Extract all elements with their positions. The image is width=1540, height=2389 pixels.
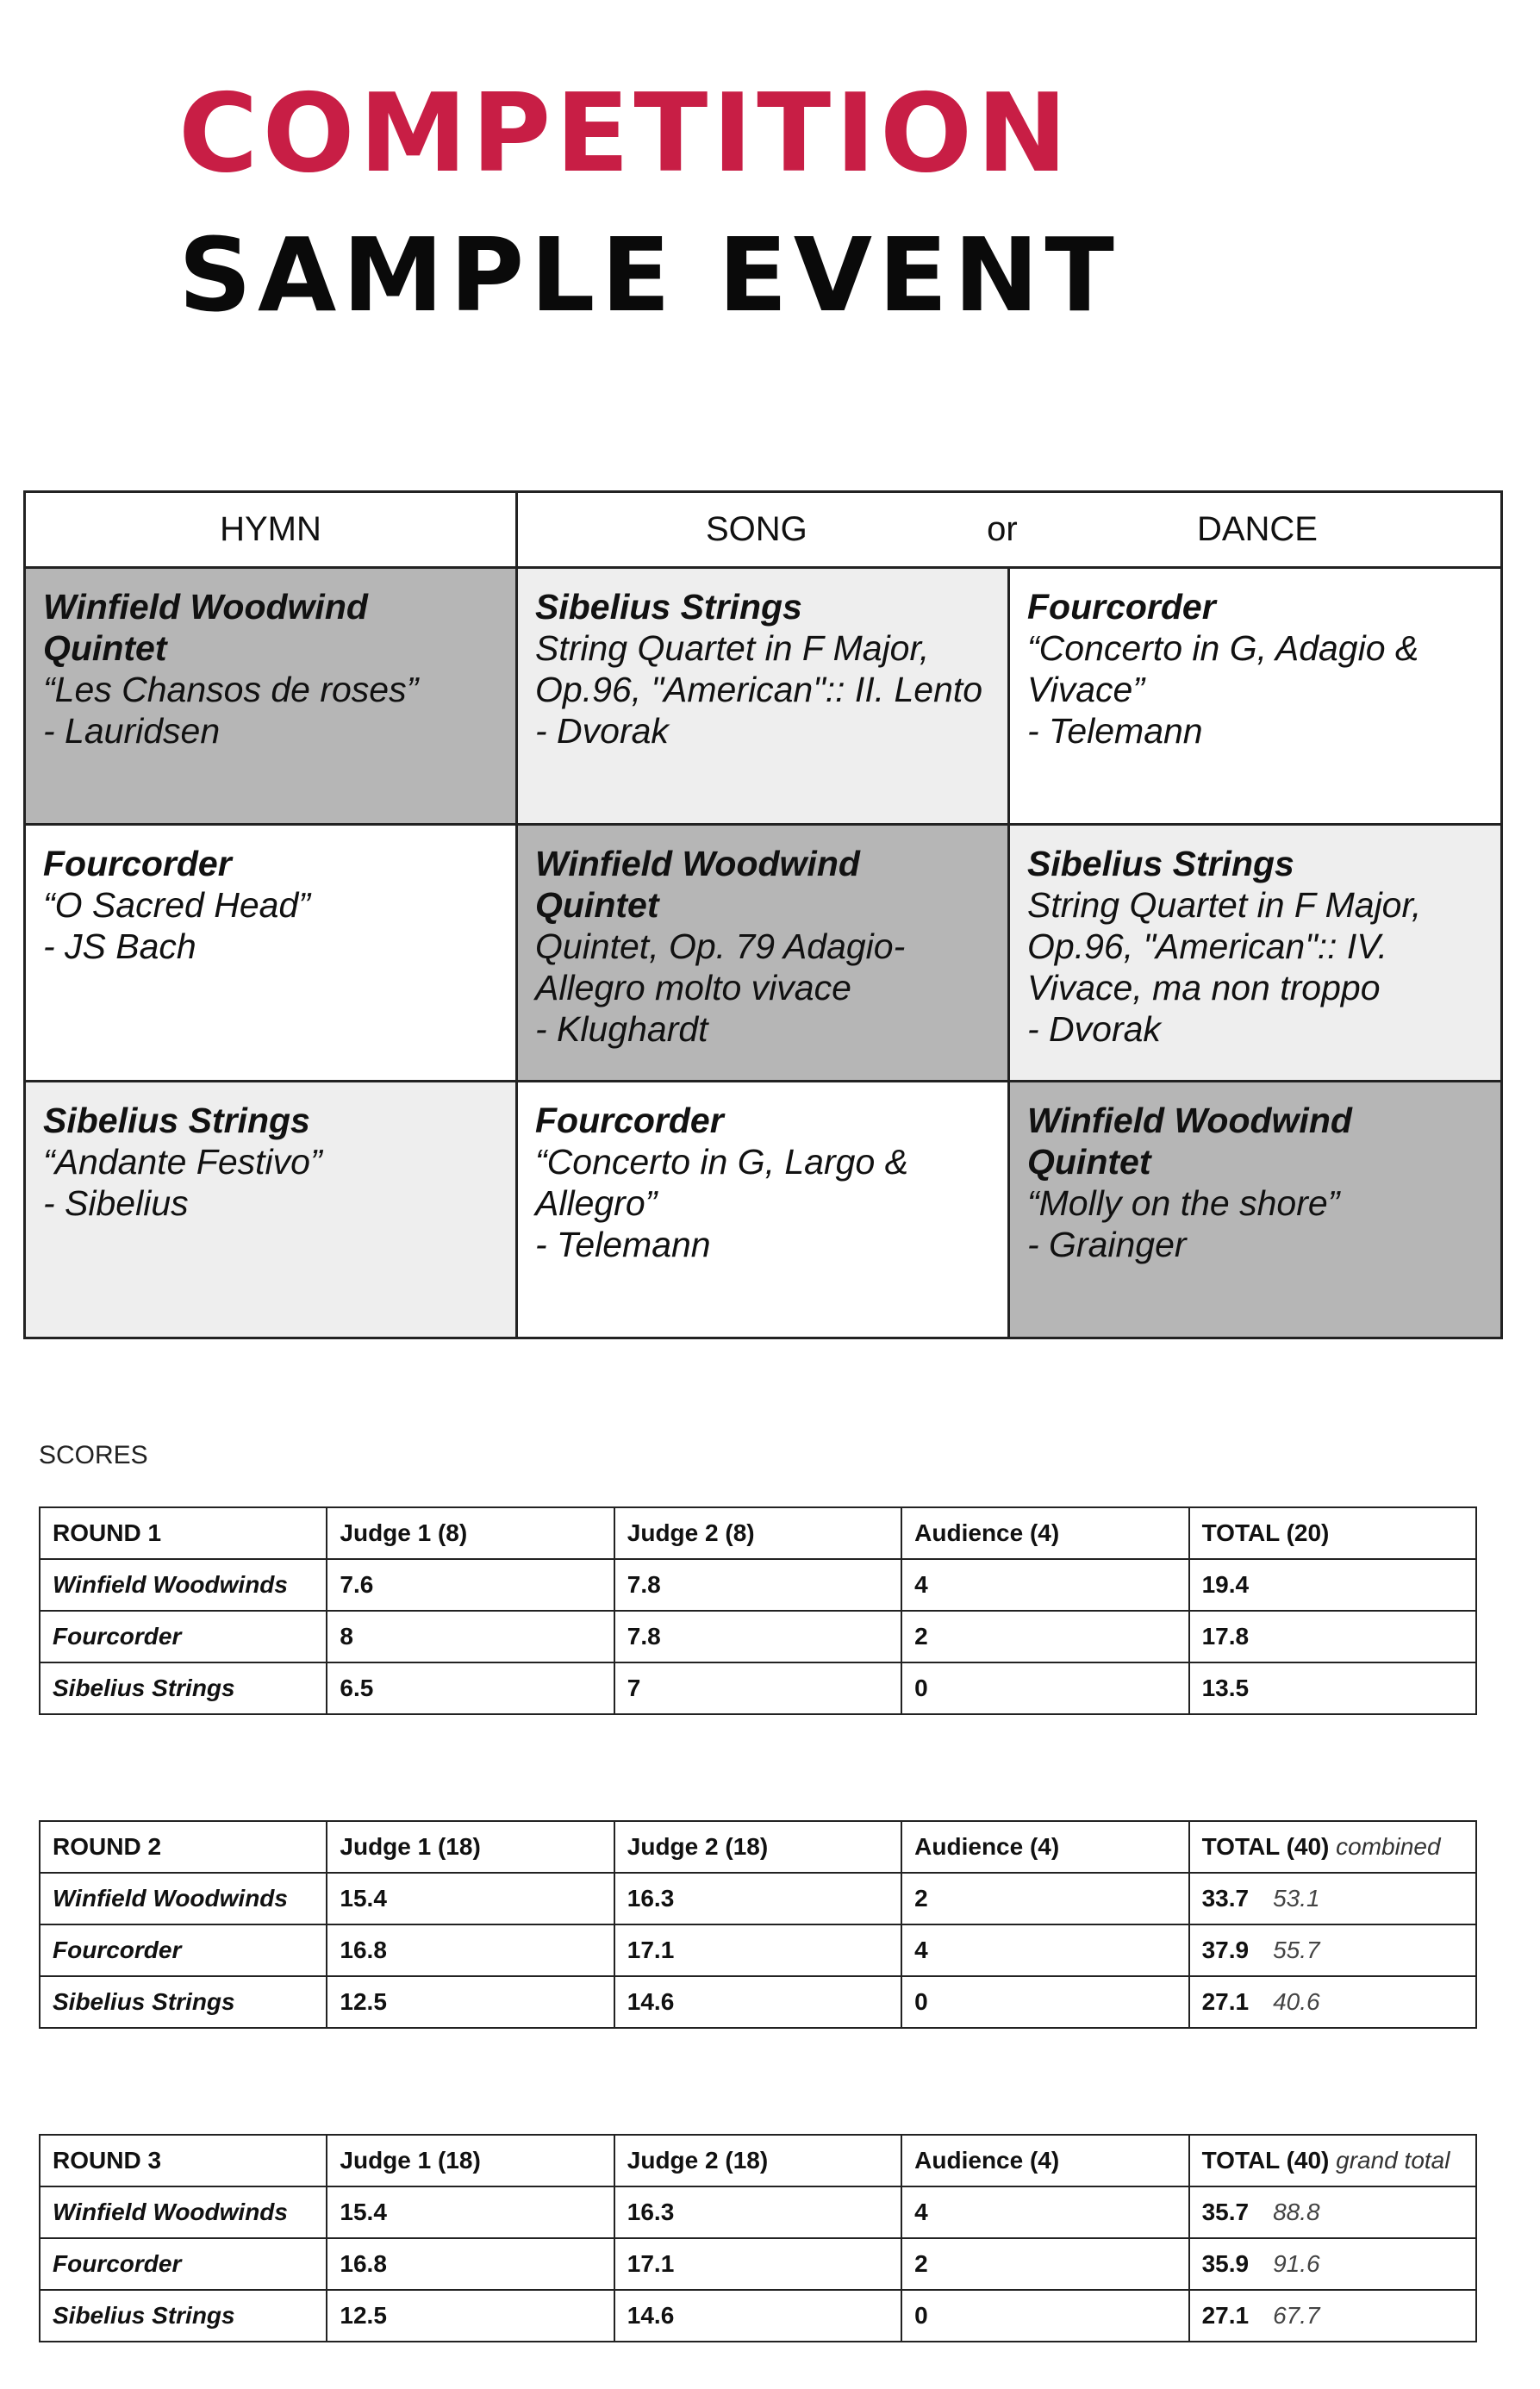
total-header-label: TOTAL (20) [1201, 1519, 1330, 1546]
scores-label: SCORES [39, 1441, 148, 1469]
piece-title: “O Sacred Head” [43, 885, 310, 925]
program-cell [1009, 1082, 1502, 1338]
program-grid [23, 490, 1503, 1339]
composer: - JS Bach [43, 926, 196, 966]
judge2-score: 17.1 [614, 2238, 901, 2290]
table-row [40, 2238, 1476, 2290]
judge1-header: Judge 1 (8) [327, 1507, 614, 1559]
judge1-score: 6.5 [327, 1662, 614, 1714]
piece-title: “Concerto in G, Adagio & Vivace” [1027, 628, 1419, 709]
judge1-score: 15.4 [327, 1873, 614, 1924]
program-cell [1009, 825, 1502, 1082]
total-cell [1189, 1611, 1476, 1662]
round-label: ROUND 3 [40, 2135, 327, 2186]
composer: - Lauridsen [43, 711, 221, 751]
total-score: 19.4 [1201, 1571, 1250, 1598]
table-row [40, 1662, 1476, 1714]
total-cell [1189, 1662, 1476, 1714]
judge2-header: Judge 2 (18) [614, 2135, 901, 2186]
total-header [1189, 1821, 1476, 1873]
program-cell [517, 1082, 1009, 1338]
cumulative-score: 53.1 [1273, 1885, 1320, 1912]
total-cell [1189, 2238, 1476, 2290]
total-score: 27.1 [1201, 2302, 1250, 2329]
program-header-or: or [987, 510, 1018, 548]
judge2-score: 16.3 [614, 2186, 901, 2238]
score-table-round-2 [39, 1820, 1477, 2029]
team-name: Sibelius Strings [40, 2290, 327, 2342]
audience-score: 0 [901, 2290, 1188, 2342]
composer: - Telemann [1027, 711, 1203, 751]
judge2-score: 7.8 [614, 1559, 901, 1611]
score-header-row [40, 1821, 1476, 1873]
judge2-score: 7 [614, 1662, 901, 1714]
judge2-score: 17.1 [614, 1924, 901, 1976]
program-row [25, 1082, 1502, 1338]
program-cell [517, 568, 1009, 825]
composer: - Sibelius [43, 1183, 189, 1223]
judge2-header: Judge 2 (18) [614, 1821, 901, 1873]
judge1-score: 8 [327, 1611, 614, 1662]
team-name: Winfield Woodwinds [40, 1559, 327, 1611]
judge1-header: Judge 1 (18) [327, 1821, 614, 1873]
program-header-song: SONG [706, 510, 807, 548]
program-cell [1009, 568, 1502, 825]
program-cell [25, 825, 517, 1082]
total-header-note: grand total [1336, 2147, 1450, 2174]
program-cell [25, 568, 517, 825]
cumulative-score: 67.7 [1273, 2302, 1320, 2329]
audience-header: Audience (4) [901, 1507, 1188, 1559]
total-score: 13.5 [1201, 1675, 1250, 1701]
judge1-score: 7.6 [327, 1559, 614, 1611]
table-row [40, 1611, 1476, 1662]
audience-score: 4 [901, 2186, 1188, 2238]
judge1-header: Judge 1 (18) [327, 2135, 614, 2186]
judge2-score: 14.6 [614, 1976, 901, 2028]
total-cell [1189, 1924, 1476, 1976]
total-cell [1189, 2290, 1476, 2342]
composer: - Grainger [1027, 1225, 1187, 1264]
total-score: 37.9 [1201, 1937, 1250, 1963]
table-row [40, 1873, 1476, 1924]
piece-title: “Concerto in G, Largo & Allegro” [535, 1142, 908, 1223]
table-row [40, 1559, 1476, 1611]
ensemble-name: Fourcorder [1027, 587, 1216, 627]
judge2-score: 16.3 [614, 1873, 901, 1924]
piece-title: “Andante Festivo” [43, 1142, 322, 1182]
team-name: Sibelius Strings [40, 1662, 327, 1714]
total-cell [1189, 1559, 1476, 1611]
ensemble-name: Winfield Woodwind Quintet [1027, 1101, 1352, 1182]
round-label: ROUND 2 [40, 1821, 327, 1873]
total-cell [1189, 2186, 1476, 2238]
team-name: Fourcorder [40, 2238, 327, 2290]
page-title-competition: COMPETITION [178, 70, 1072, 196]
ensemble-name: Fourcorder [535, 1101, 724, 1140]
program-cell [517, 825, 1009, 1082]
cumulative-score: 91.6 [1273, 2250, 1320, 2277]
audience-score: 2 [901, 1611, 1188, 1662]
piece-title: String Quartet in F Major, Op.96, "American":: II. Lento [535, 628, 983, 709]
audience-score: 0 [901, 1976, 1188, 2028]
ensemble-name: Fourcorder [43, 844, 232, 883]
piece-title: “Les Chansos de roses” [43, 670, 419, 709]
table-row [40, 2290, 1476, 2342]
total-header-note: combined [1336, 1833, 1441, 1860]
total-score: 35.7 [1201, 2199, 1250, 2225]
team-name: Fourcorder [40, 1924, 327, 1976]
team-name: Fourcorder [40, 1611, 327, 1662]
total-score: 33.7 [1201, 1885, 1250, 1912]
judge2-score: 7.8 [614, 1611, 901, 1662]
judge1-score: 15.4 [327, 2186, 614, 2238]
ensemble-name: Winfield Woodwind Quintet [535, 844, 860, 925]
program-header-row [25, 492, 1502, 568]
total-header-label: TOTAL (40) [1201, 1833, 1330, 1860]
judge1-score: 16.8 [327, 2238, 614, 2290]
score-header-row [40, 2135, 1476, 2186]
total-header [1189, 1507, 1476, 1559]
total-header-label: TOTAL (40) [1201, 2147, 1330, 2174]
score-header-row [40, 1507, 1476, 1559]
table-row [40, 1976, 1476, 2028]
judge1-score: 12.5 [327, 1976, 614, 2028]
composer: - Dvorak [535, 711, 669, 751]
piece-title: “Molly on the shore” [1027, 1183, 1340, 1223]
round-label: ROUND 1 [40, 1507, 327, 1559]
total-score: 35.9 [1201, 2250, 1250, 2277]
team-name: Winfield Woodwinds [40, 2186, 327, 2238]
audience-score: 4 [901, 1559, 1188, 1611]
piece-title: Quintet, Op. 79 Adagio-Allegro molto vivace [535, 926, 906, 1007]
score-table-round-3 [39, 2134, 1477, 2342]
program-cell [25, 1082, 517, 1338]
table-row [40, 2186, 1476, 2238]
audience-score: 4 [901, 1924, 1188, 1976]
page-subtitle-sample-event: SAMPLE EVENT [178, 215, 1120, 334]
total-cell [1189, 1976, 1476, 2028]
audience-score: 0 [901, 1662, 1188, 1714]
cumulative-score: 55.7 [1273, 1937, 1320, 1963]
ensemble-name: Winfield Woodwind Quintet [43, 587, 368, 668]
table-row [40, 1924, 1476, 1976]
composer: - Klughardt [535, 1009, 708, 1049]
cumulative-score: 88.8 [1273, 2199, 1320, 2225]
judge2-header: Judge 2 (8) [614, 1507, 901, 1559]
team-name: Winfield Woodwinds [40, 1873, 327, 1924]
total-header [1189, 2135, 1476, 2186]
program-header-song-or-dance [517, 492, 1502, 568]
program-header-dance: DANCE [1196, 510, 1318, 548]
judge1-score: 16.8 [327, 1924, 614, 1976]
composer: - Dvorak [1027, 1009, 1161, 1049]
ensemble-name: Sibelius Strings [1027, 844, 1294, 883]
ensemble-name: Sibelius Strings [535, 587, 802, 627]
audience-score: 2 [901, 2238, 1188, 2290]
audience-header: Audience (4) [901, 2135, 1188, 2186]
ensemble-name: Sibelius Strings [43, 1101, 310, 1140]
judge2-score: 14.6 [614, 2290, 901, 2342]
program-row [25, 568, 1502, 825]
audience-header: Audience (4) [901, 1821, 1188, 1873]
score-table-round-1 [39, 1506, 1477, 1715]
total-score: 27.1 [1201, 1988, 1250, 2015]
cumulative-score: 40.6 [1273, 1988, 1320, 2015]
composer: - Telemann [535, 1225, 711, 1264]
piece-title: String Quartet in F Major, Op.96, "American":: IV. Vivace, ma non troppo [1027, 885, 1422, 1007]
program-row [25, 825, 1502, 1082]
judge1-score: 12.5 [327, 2290, 614, 2342]
program-header-hymn: HYMN [25, 492, 517, 568]
total-cell [1189, 1873, 1476, 1924]
total-score: 17.8 [1201, 1623, 1250, 1650]
audience-score: 2 [901, 1873, 1188, 1924]
team-name: Sibelius Strings [40, 1976, 327, 2028]
